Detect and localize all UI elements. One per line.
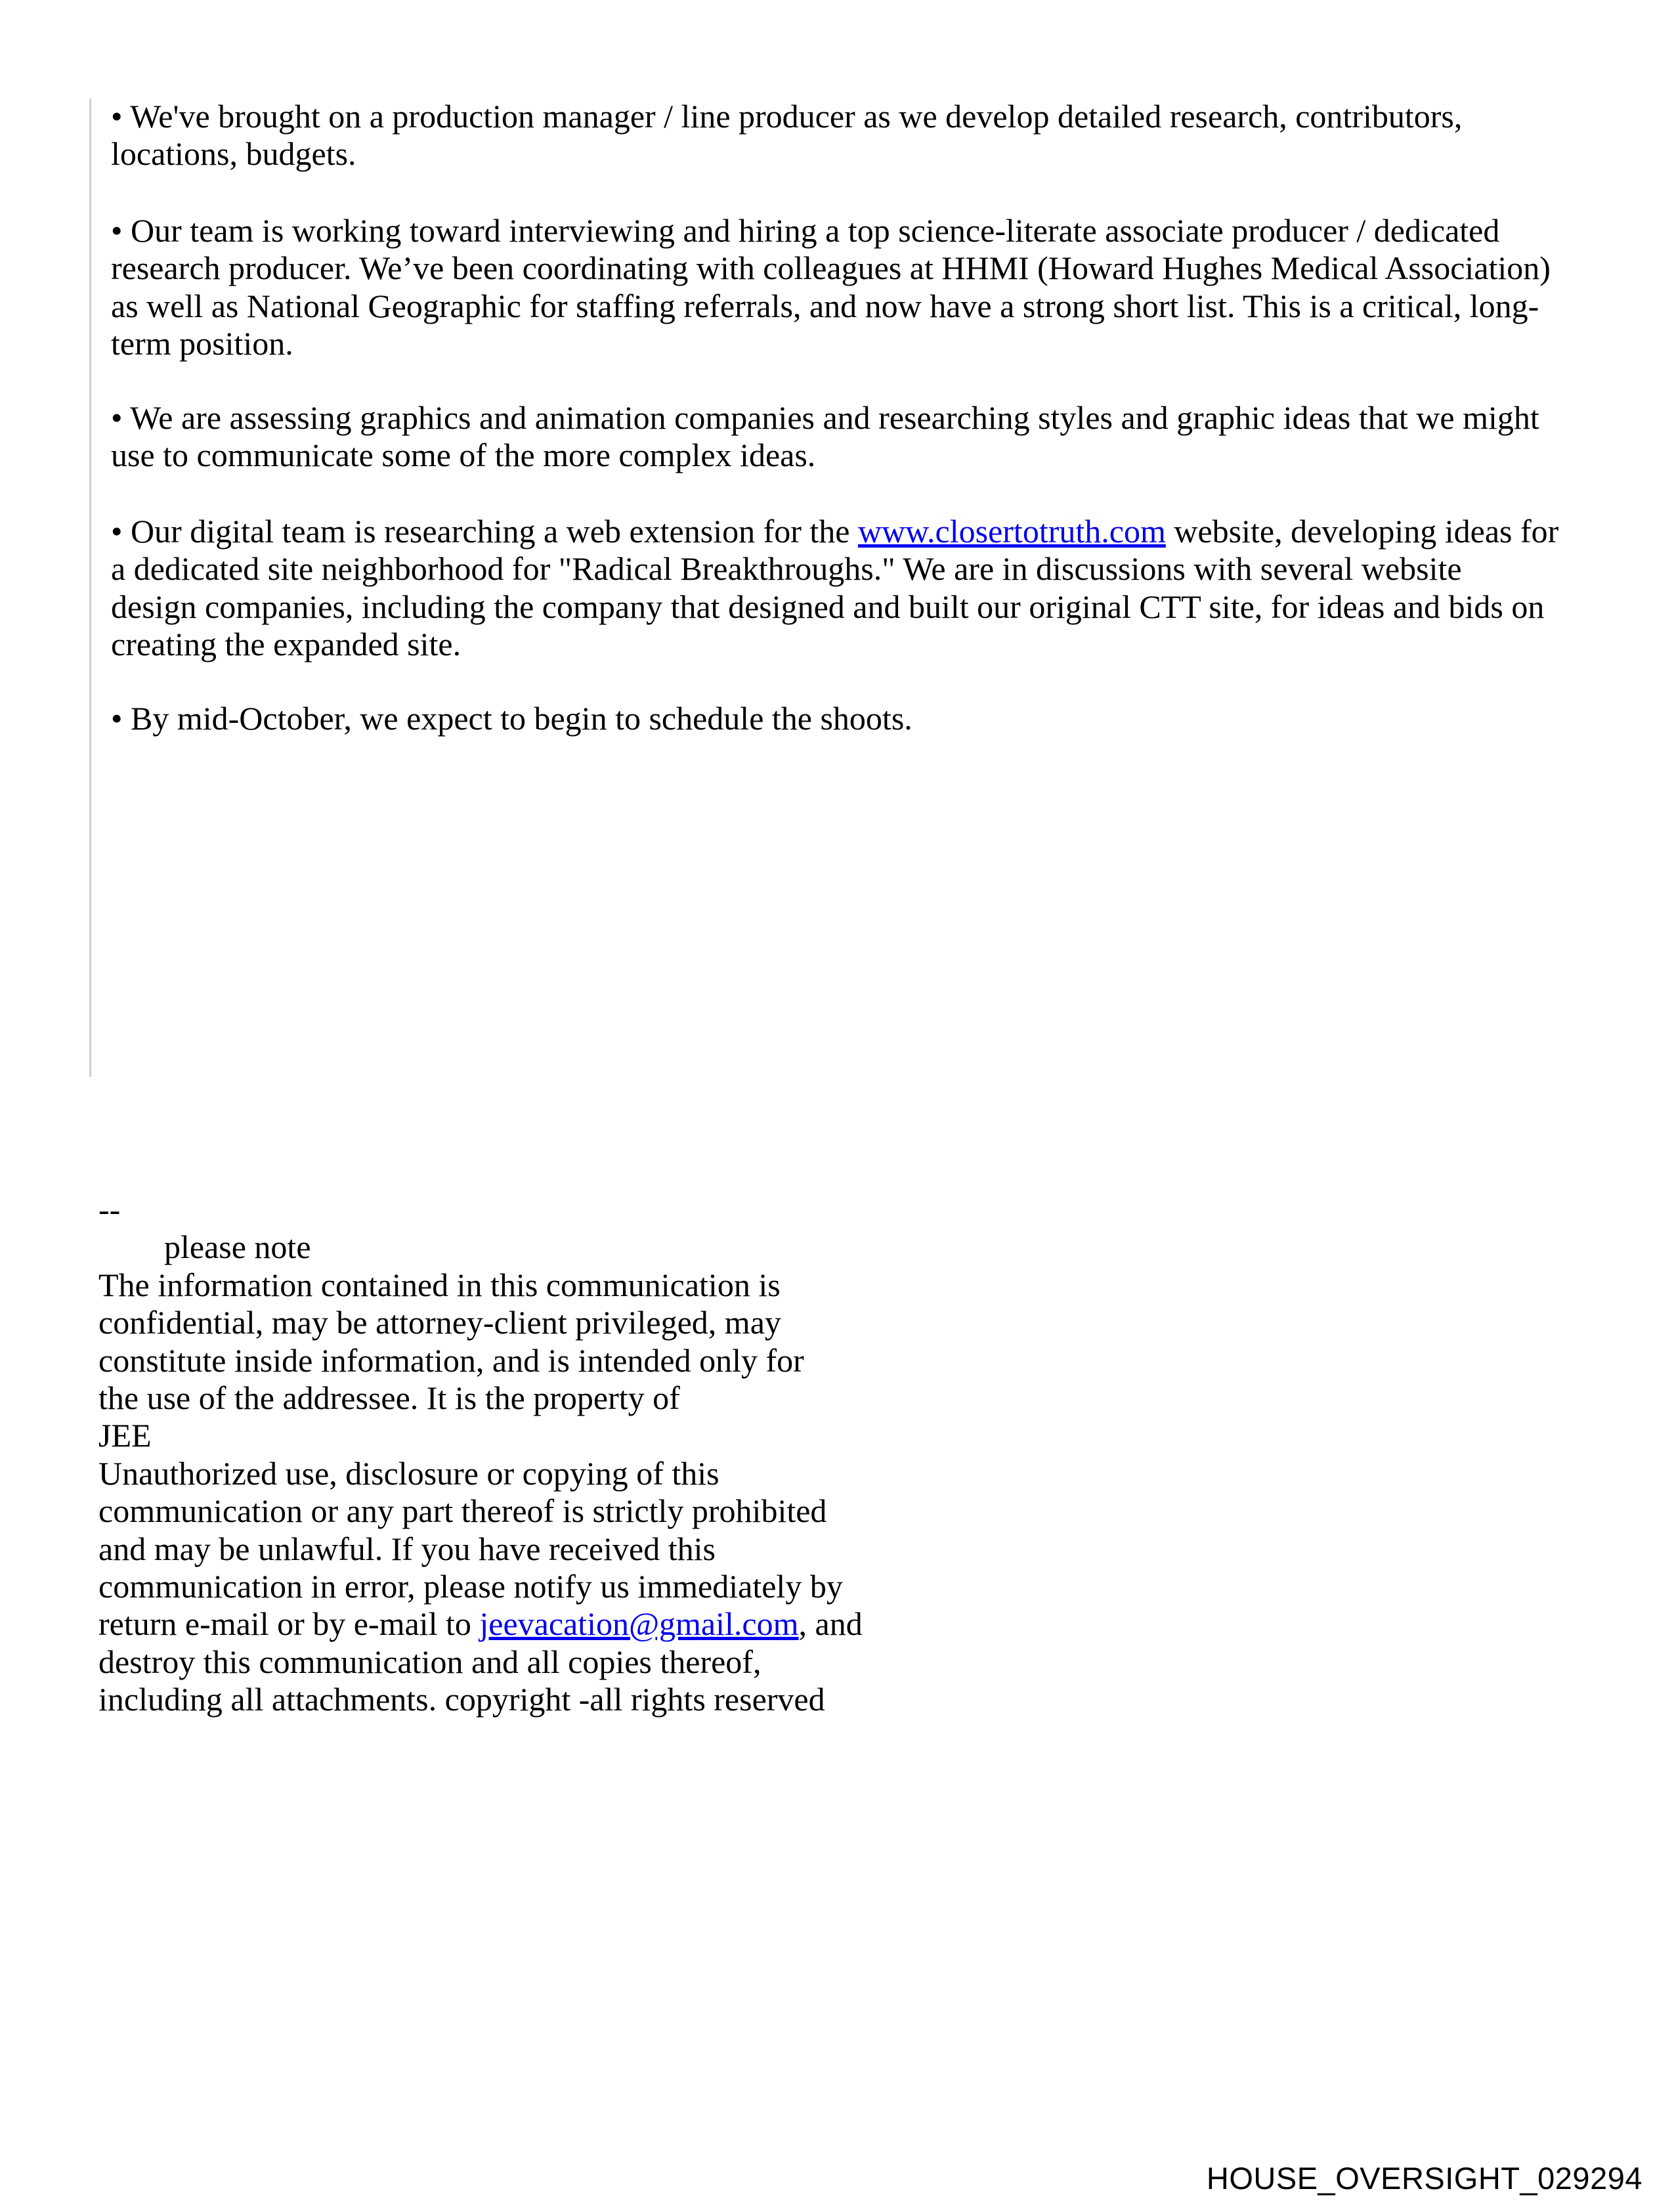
text-line: the use of the addressee. It is the property of xyxy=(98,1379,680,1417)
bullet-schedule xyxy=(111,700,912,737)
text-line: • We are assessing graphics and animation companies and researching styles and graphic ideas that we might xyxy=(111,399,1539,436)
text-segment: • Our digital team is researching a web extension for the xyxy=(111,513,858,550)
text-line: confidential, may be attorney-client privileged, may xyxy=(98,1304,781,1341)
bullet-graphics xyxy=(111,399,1539,475)
text-line: Unauthorized use, disclosure or copying of this xyxy=(98,1454,719,1492)
text-line: design companies, including the company that designed and built our original CTT site, for ideas and bids on xyxy=(111,588,1545,625)
text-line: • We've brought on a production manager / line producer as we develop detailed research, contributors, xyxy=(111,98,1463,135)
text-line: communication in error, please notify us immediately by xyxy=(98,1568,843,1605)
text-line: term position. xyxy=(111,325,293,362)
text-line: creating the expanded site. xyxy=(111,626,461,663)
text-line: constitute inside information, and is intended only for xyxy=(98,1341,804,1379)
quote-bar xyxy=(89,98,91,1077)
text-segment: website, developing ideas for xyxy=(1165,513,1559,550)
bates-number: HOUSE_OVERSIGHT_029294 xyxy=(1206,2161,1642,2196)
text-segment: return e-mail or by e-mail to xyxy=(98,1605,480,1643)
text-line xyxy=(111,513,1558,550)
text-line: use to communicate some of the more complex ideas. xyxy=(111,437,816,474)
signature-disclaimer xyxy=(98,1191,863,1719)
text-line: • By mid-October, we expect to begin to schedule the shoots. xyxy=(111,700,912,737)
text-line: and may be unlawful. If you have received this xyxy=(98,1530,716,1567)
bullet-associate-producer xyxy=(111,212,1551,363)
text-line: as well as National Geographic for staffing referrals, and now have a strong short list. This is a critical, long- xyxy=(111,287,1539,324)
website-link[interactable]: www.closertotruth.com xyxy=(857,513,1166,550)
text-line: a dedicated site neighborhood for "Radical Breakthroughs." We are in discussions with several website xyxy=(111,550,1462,588)
signature-heading: please note xyxy=(164,1228,311,1266)
text-line: communication or any part thereof is strictly prohibited xyxy=(98,1492,827,1530)
signature-separator: -- xyxy=(98,1191,121,1228)
text-line: • Our team is working toward interviewing and hiring a top science-literate associate producer / dedicated xyxy=(111,212,1500,249)
text-line: JEE xyxy=(98,1417,152,1454)
text-line: locations, budgets. xyxy=(111,135,356,173)
bullet-production-manager xyxy=(111,98,1462,173)
text-line: including all attachments. copyright -all rights reserved xyxy=(98,1681,825,1718)
bullet-digital-team xyxy=(111,513,1558,664)
text-line: destroy this communication and all copies thereof, xyxy=(98,1643,762,1680)
email-link[interactable]: jeevacation@gmail.com xyxy=(479,1605,799,1643)
text-line: The information contained in this communication is xyxy=(98,1266,781,1303)
text-segment: , and xyxy=(798,1605,863,1643)
text-line xyxy=(98,1605,863,1643)
text-line: research producer. We’ve been coordinating with colleagues at HHMI (Howard Hughes Medical Association) xyxy=(111,249,1551,287)
